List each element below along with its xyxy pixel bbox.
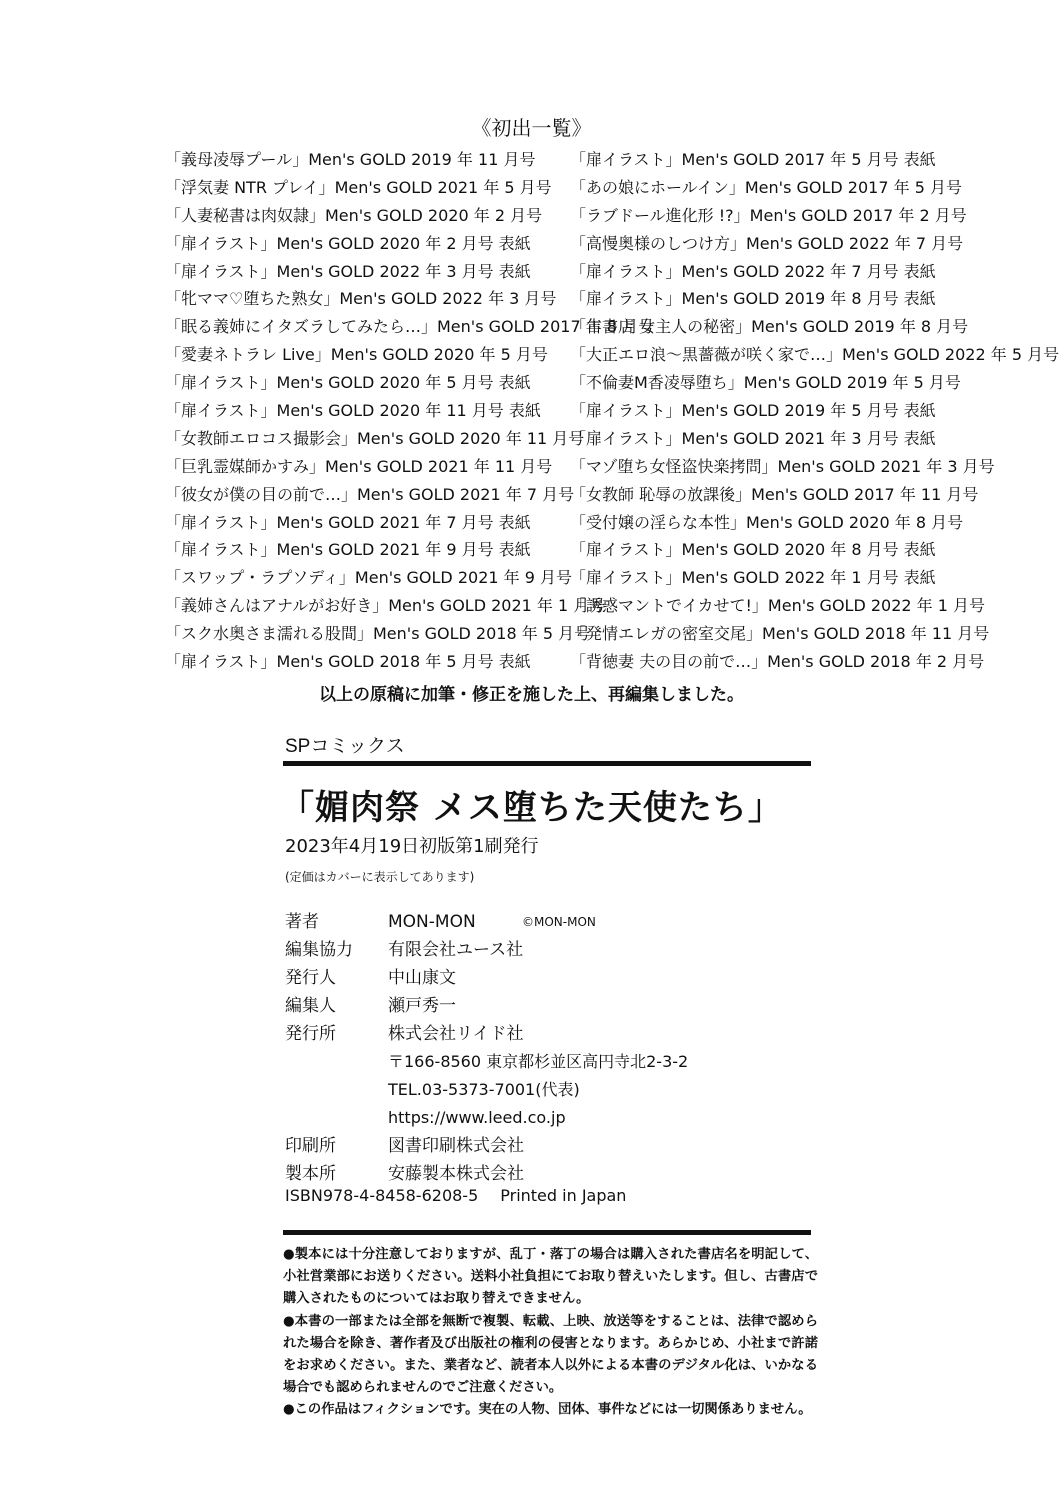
- list-item: 「高慢奥様のしつけ方」Men's GOLD 2022 年 7 月号: [570, 233, 964, 253]
- list-item: 「愛妻ネトラレ Live」Men's GOLD 2020 年 5 月号: [165, 345, 548, 365]
- credit-row-publisher-person: [285, 964, 805, 992]
- list-item: 「扉イラスト」Men's GOLD 2022 年 3 月号 表紙: [165, 261, 531, 281]
- credit-row-publisher: [285, 1020, 805, 1048]
- list-item: 「扉イラスト」Men's GOLD 2021 年 3 月号 表紙: [570, 428, 936, 448]
- list-item: 「スワップ・ラプソディ」Men's GOLD 2021 年 9 月号: [165, 568, 572, 588]
- isbn: ISBN978-4-8458-6208-5: [285, 1186, 479, 1205]
- printed-in: Printed in Japan: [500, 1186, 627, 1205]
- credit-value: MON-MON: [388, 912, 476, 932]
- credit-row-author: [285, 908, 805, 936]
- credit-row-editorial: [285, 936, 805, 964]
- first-appearance-heading: 《初出一覧》: [471, 116, 592, 140]
- list-item: 「扉イラスト」Men's GOLD 2022 年 7 月号 表紙: [570, 261, 936, 281]
- copyright-notice: ©MON-MON: [522, 915, 596, 929]
- list-item: 「義姉さんはアナルがお好き」Men's GOLD 2021 年 1 月号: [165, 596, 606, 616]
- credit-key: 発行所: [285, 1024, 336, 1044]
- divider-top: [283, 761, 811, 766]
- publisher-url: https://www.leed.co.jp: [388, 1108, 566, 1127]
- list-item: 「浮気妻 NTR プレイ」Men's GOLD 2021 年 5 月号: [165, 177, 552, 197]
- list-item: 「扉イラスト」Men's GOLD 2020 年 11 月号 表紙: [165, 401, 541, 421]
- list-item: 「牝ママ♡堕ちた熟女」Men's GOLD 2022 年 3 月号: [165, 289, 557, 309]
- list-item: 「背徳妻 夫の目の前で…」Men's GOLD 2018 年 2 月号: [570, 652, 985, 672]
- list-item: 「マゾ堕ち女怪盗快楽拷問」Men's GOLD 2021 年 3 月号: [570, 456, 995, 476]
- list-item: 「義母凌辱プール」Men's GOLD 2019 年 11 月号: [165, 150, 536, 169]
- list-item: 「大正エロ浪～黒薔薇が咲く家で…」Men's GOLD 2022 年 5 月号: [570, 345, 1060, 365]
- credit-row-binder: [285, 1160, 805, 1188]
- list-item: 「扉イラスト」Men's GOLD 2021 年 7 月号 表紙: [165, 512, 531, 532]
- credit-key: 著者: [285, 912, 319, 932]
- publisher-address: 〒166-8560 東京都杉並区高円寺北2-3-2: [388, 1052, 689, 1071]
- credit-value: 株式会社リイド社: [388, 1024, 524, 1044]
- credit-value: 有限会社ユース社: [388, 940, 524, 960]
- list-item: 「眠る義姉にイタズラしてみたら…」Men's GOLD 2017 年 8 月号: [165, 317, 655, 337]
- credit-row-printer: [285, 1132, 805, 1160]
- credit-row-editor: [285, 992, 805, 1020]
- book-title: 「媚肉祭 メス堕ちた天使たち」: [280, 788, 783, 828]
- list-item: 「発情エレガの密室交尾」Men's GOLD 2018 年 11 月号: [570, 624, 990, 644]
- credit-value: 瀬戸秀一: [388, 996, 456, 1016]
- list-item: 「不倫妻M香凌辱堕ち」Men's GOLD 2019 年 5 月号: [570, 373, 961, 393]
- credit-row-address: [285, 1048, 805, 1076]
- credit-value: 図書印刷株式会社: [388, 1136, 524, 1156]
- credit-key: 製本所: [285, 1164, 336, 1184]
- credit-key: 印刷所: [285, 1136, 336, 1156]
- label-name: SPコミックス: [285, 736, 405, 757]
- list-item: 「扉イラスト」Men's GOLD 2019 年 8 月号 表紙: [570, 289, 936, 309]
- isbn-line: [285, 1186, 626, 1205]
- credit-value: 中山康文: [388, 968, 456, 988]
- list-item: 「扉イラスト」Men's GOLD 2022 年 1 月号 表紙: [570, 568, 936, 588]
- credit-value: 安藤製本株式会社: [388, 1164, 524, 1184]
- publisher-tel: TEL.03-5373-7001(代表): [388, 1080, 580, 1099]
- credit-row-tel: [285, 1076, 805, 1104]
- credit-key: 発行人: [285, 968, 336, 988]
- list-item: 「ラブドール進化形 !?」Men's GOLD 2017 年 2 月号: [570, 205, 967, 225]
- list-item: 「巨乳霊媒師かすみ」Men's GOLD 2021 年 11 月号: [165, 456, 553, 476]
- price-note: (定価はカバーに表示してあります): [285, 870, 475, 884]
- list-item: 「誘惑マントでイカせて!」Men's GOLD 2022 年 1 月号: [570, 596, 986, 616]
- credit-key: 編集協力: [285, 940, 353, 960]
- credit-key: 編集人: [285, 996, 336, 1016]
- list-item: 「古書店 女主人の秘密」Men's GOLD 2019 年 8 月号: [570, 317, 969, 337]
- notice-list: [283, 1244, 818, 1422]
- list-item: 「女教師エロコス撮影会」Men's GOLD 2020 年 11 月号: [165, 428, 585, 448]
- list-item: 「女教師 恥辱の放課後」Men's GOLD 2017 年 11 月号: [570, 484, 979, 504]
- list-item: 「スク水奥さま濡れる股間」Men's GOLD 2018 年 5 月号: [165, 624, 591, 644]
- notice-item: ●本書の一部または全部を無断で複製、転載、上映、放送等をすることは、法律で認められた場合を除き、著作者及び出版社の権利の侵害となります。あらかじめ、小社まで許諾をお求めください。また、業者など、読者本人以外による本書のデジタル化は、いかなる場合でも認められませんのでご注意ください。: [283, 1313, 818, 1396]
- list-item: 「扉イラスト」Men's GOLD 2019 年 5 月号 表紙: [570, 401, 936, 421]
- divider-bottom: [283, 1230, 811, 1235]
- notice-item: ●この作品はフィクションです。実在の人物、団体、事件などには一切関係ありません。: [283, 1402, 812, 1418]
- list-item: 「扉イラスト」Men's GOLD 2020 年 2 月号 表紙: [165, 233, 531, 253]
- notice-item: ●製本には十分注意しておりますが、乱丁・落丁の場合は購入された書店名を明記して、小社営業部にお送りください。送料小社負担にてお取り替えいたします。但し、古書店で購入されたものについてはお取り替えできません。: [283, 1247, 818, 1307]
- edition-date: 2023年4月19日初版第1刷発行: [285, 836, 539, 857]
- list-item: 「あの娘にホールイン」Men's GOLD 2017 年 5 月号: [570, 177, 962, 197]
- list-item: 「彼女が僕の目の前で…」Men's GOLD 2021 年 7 月号: [165, 484, 575, 504]
- list-item: 「扉イラスト」Men's GOLD 2020 年 5 月号 表紙: [165, 373, 531, 393]
- first-appearance-list-right: [570, 146, 1059, 676]
- list-item: 「人妻秘書は肉奴隷」Men's GOLD 2020 年 2 月号: [165, 205, 543, 225]
- list-item: 「扉イラスト」Men's GOLD 2017 年 5 月号 表紙: [570, 150, 936, 169]
- list-item: 「扉イラスト」Men's GOLD 2018 年 5 月号 表紙: [165, 652, 531, 672]
- credits-block: [285, 908, 805, 1188]
- list-item: 「扉イラスト」Men's GOLD 2020 年 8 月号 表紙: [570, 540, 936, 560]
- credit-row-url: [285, 1104, 805, 1132]
- list-item: 「受付嬢の淫らな本性」Men's GOLD 2020 年 8 月号: [570, 512, 964, 532]
- revised-note: 以上の原稿に加筆・修正を施した上、再編集しました。: [319, 685, 744, 705]
- list-item: 「扉イラスト」Men's GOLD 2021 年 9 月号 表紙: [165, 540, 531, 560]
